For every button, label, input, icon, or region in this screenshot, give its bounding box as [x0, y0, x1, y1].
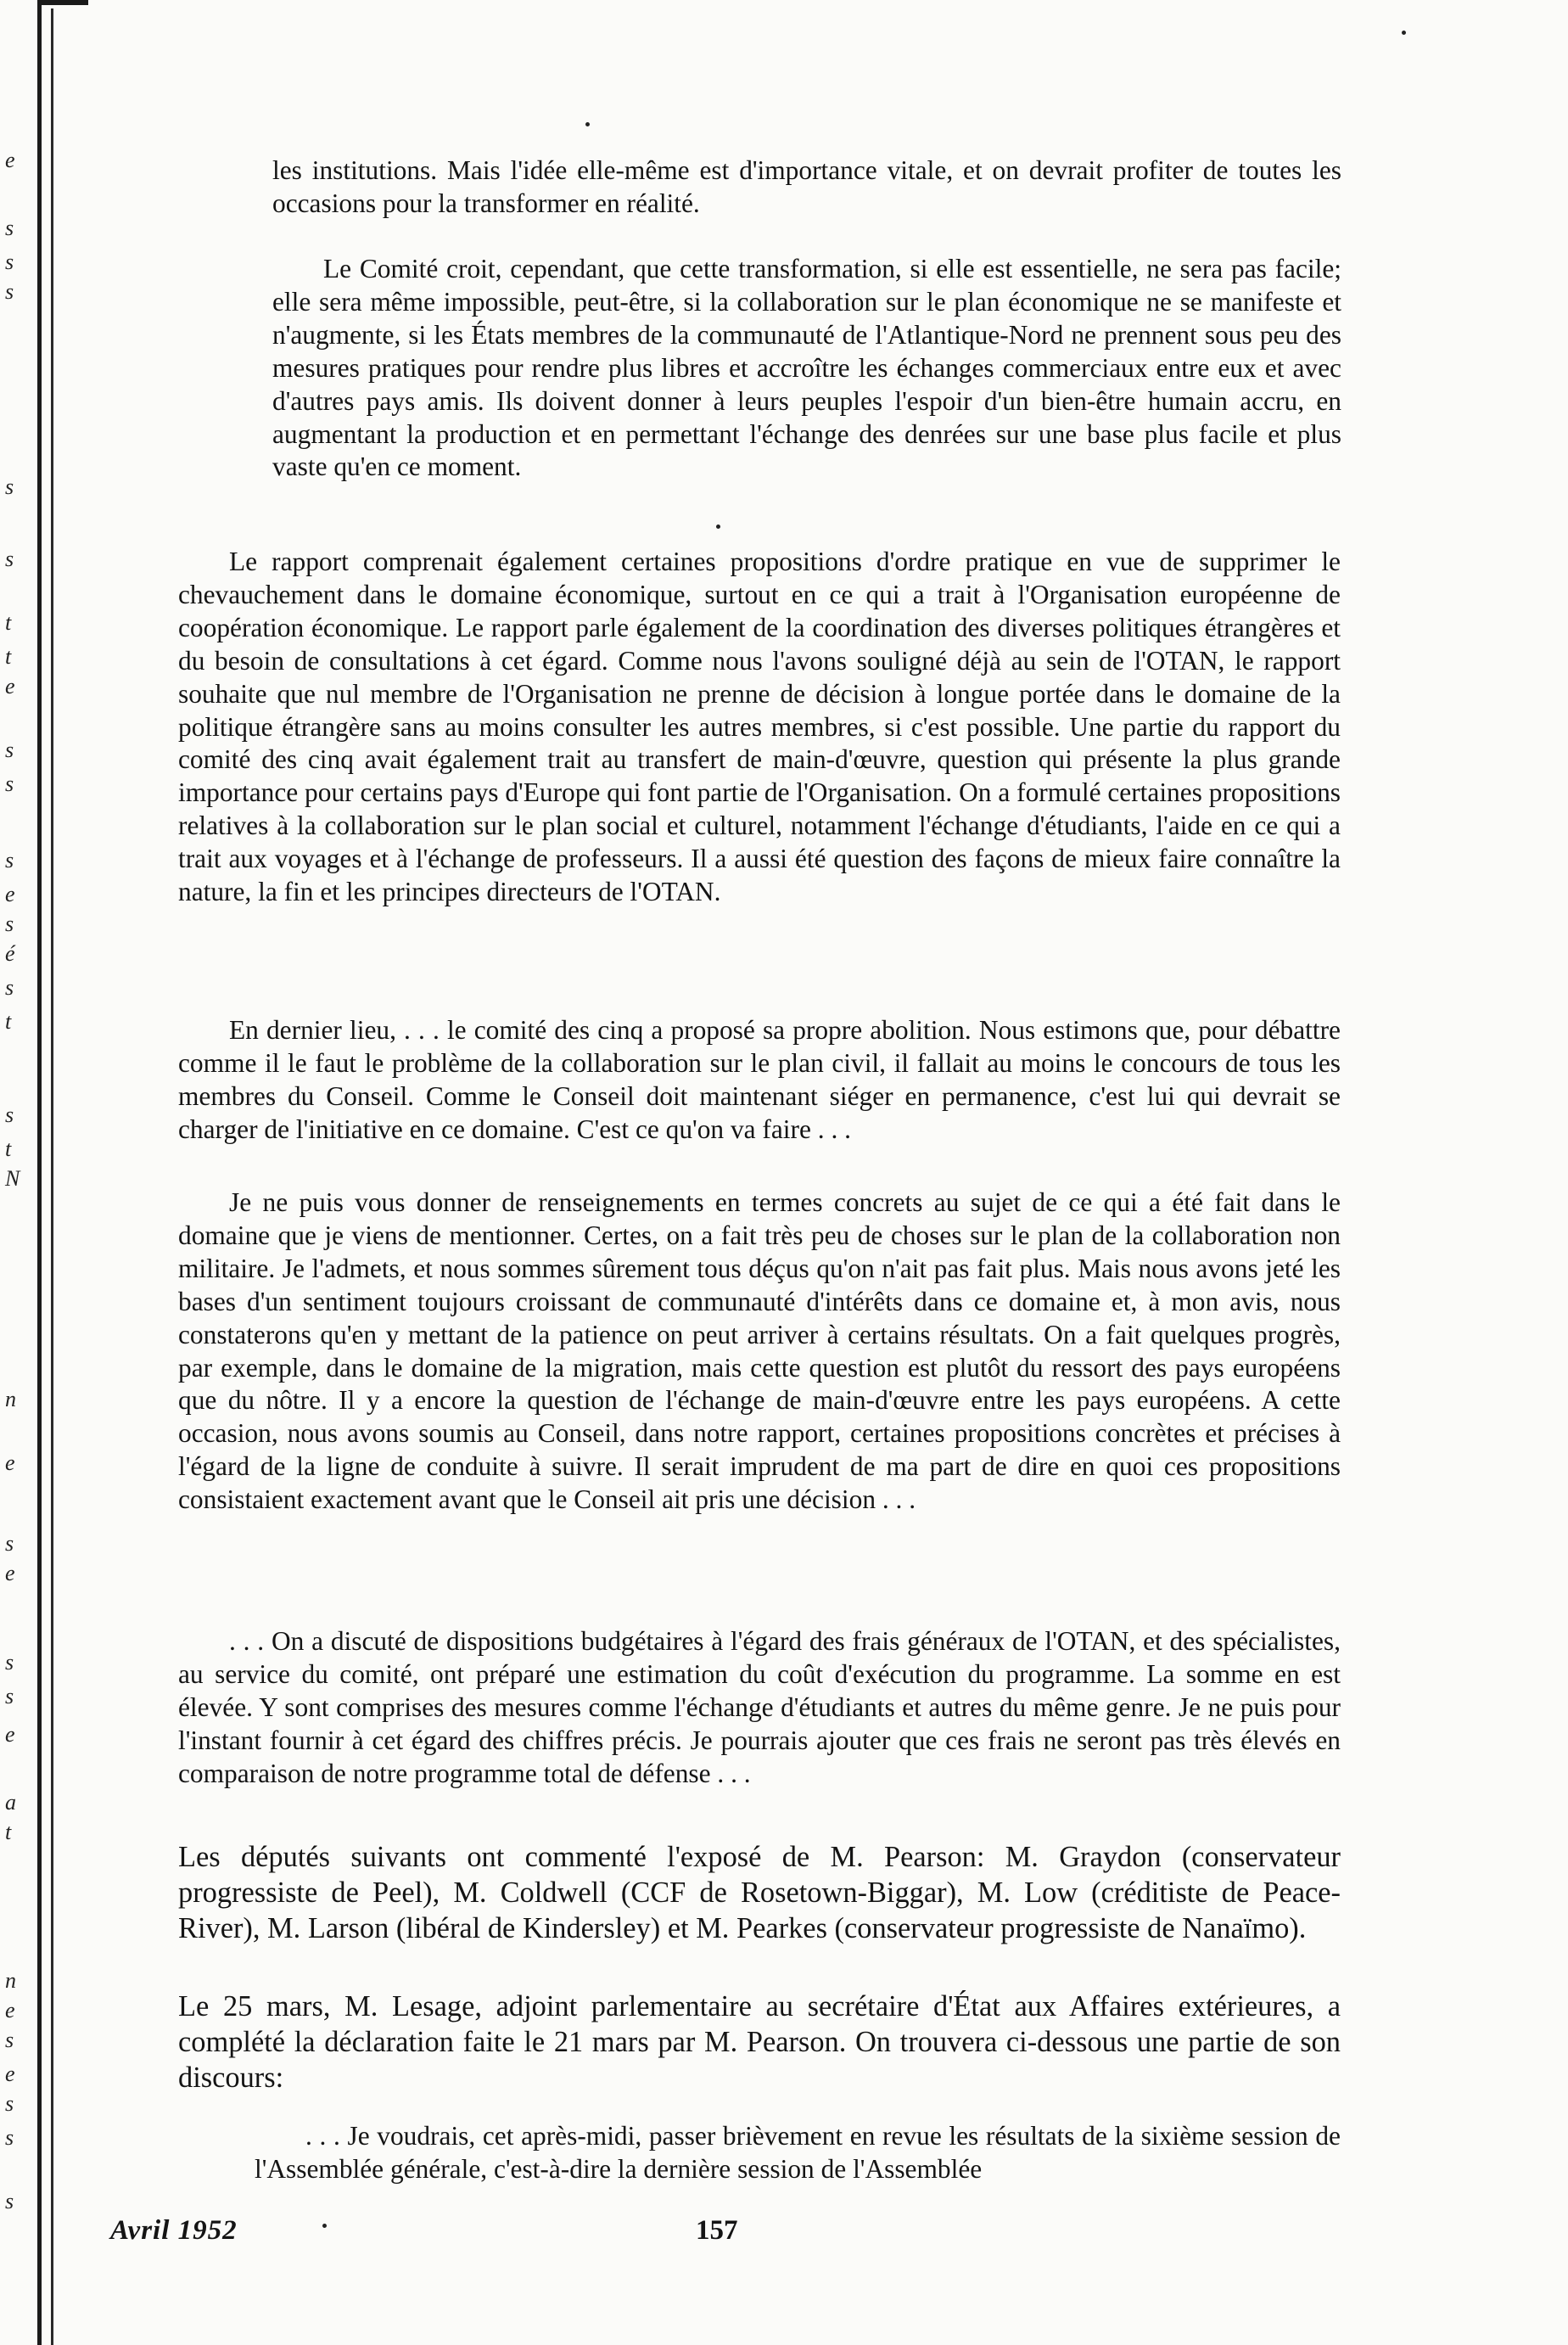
speech-quote-block [178, 546, 1341, 909]
margin-fragment: e [5, 674, 15, 698]
paragraph: . . . Je voudrais, cet après-midi, passer brièvement en revue les résultats de la sixième session de l'Assemblée générale, c'est-à-dire la dernière session de l'Assemblée [255, 2121, 1341, 2184]
margin-fragment: s [5, 1684, 14, 1708]
margin-fragment: s [5, 547, 14, 571]
paragraph: Les députés suivants ont commenté l'exposé de M. Pearson: M. Graydon (conservateur progressiste de Peel), M. Coldwell (CCF de Rosetown-Biggar), M. Low (créditiste de Peace-River), M. Larson (libéral de Kindersley) et M. Pearkes (conservateur progressiste de Nanaïmo). [178, 1841, 1341, 1944]
margin-fragment: é [5, 941, 15, 966]
margin-fragment: s [5, 1531, 14, 1556]
quoted-report-block [272, 154, 1341, 221]
speech-quote-block [178, 1014, 1341, 1147]
binding-edge-top [37, 0, 88, 5]
issue-date: Avril 1952 [110, 2215, 238, 2246]
paragraph: Le 25 mars, M. Lesage, adjoint parlementaire au secrétaire d'État aux Affaires extérieures, a complété la déclaration faite le 21 mars par M. Pearson. On trouvera ci-dessous une partie de son discours: [178, 1990, 1341, 2094]
margin-fragment: n [5, 1387, 16, 1411]
margin-fragment: a [5, 1790, 16, 1815]
speech-quote-block [178, 1187, 1341, 1517]
margin-fragment: s [5, 1102, 14, 1127]
paragraph: . . . On a discuté de dispositions budgétaires à l'égard des frais généraux de l'OTAN, et des spécialistes, au service du comité, ont préparé une estimation du coût d'exécution du programme. La somme en est élevée. Y sont comprises des mesures comme l'échange d'étudiants et autres du même genre. Je ne puis pour l'instant fournir à cet égard des chiffres précis. Je pourrais ajouter que ces frais ne seront pas très élevés en comparaison de notre programme total de défense . . . [178, 1626, 1341, 1788]
binding-edge-line-inner [51, 8, 53, 2345]
margin-fragment: e [5, 2062, 15, 2086]
margin-fragment: s [5, 738, 14, 762]
paragraph: Le Comité croit, cependant, que cette transformation, si elle est essentielle, ne sera pas facile; elle sera même impossible, peut-être, si la collaboration sur le plan économique ne se manifeste et n'augmente, si les États membres de la communauté de l'Atlantique-Nord ne prennent sous peu des mesures pratiques pour rendre plus libres et accroître les échanges commerciaux entre eux et avec d'autres pays amis. Ils doivent donner à leurs peuples l'espoir d'un bien-être humain accru, en augmentant la production et en permettant l'échange des denrées sur une base plus facile et plus vaste qu'en ce moment. [272, 254, 1341, 482]
margin-fragment: s [5, 2028, 14, 2052]
speech-quote-block [255, 2120, 1341, 2186]
margin-fragment: s [5, 474, 14, 499]
margin-fragment: e [5, 1561, 15, 1585]
margin-fragment: s [5, 250, 14, 274]
margin-fragment: e [5, 882, 15, 906]
margin-fragment: s [5, 2189, 14, 2213]
quoted-report-block [272, 253, 1341, 484]
margin-fragment: e [5, 148, 15, 172]
body-text-block [178, 1840, 1341, 1946]
paragraph: Le rapport comprenait également certaines propositions d'ordre pratique en vue de supprimer le chevauchement dans le domaine économique, surtout en ce qui a trait à l'Organisation européenne de coopération économique. Le rapport parle également de la coordination des diverses politiques étrangères et du besoin de consultations à cet égard. Comme nous l'avons souligné déjà au sein de l'OTAN, le rapport souhaite que nul membre de l'Organisation ne prenne de décision à longue portée dans le domaine de la politique étrangère sans au moins consulter les autres membres, si c'est possible. Une partie du rapport du comité des cinq avait également trait au transfert de main-d'œuvre, question qui présente la plus grande importance pour certains pays d'Europe qui font partie de l'Organisation. On a formulé certaines propositions relatives à la collaboration sur le plan social et culturel, notamment l'échange d'étudiants, l'aide en ce qui a trait aux voyages et à l'échange de professeurs. Il a aussi été question des façons de mieux faire connaître la nature, la fin et les principes directeurs de l'OTAN. [178, 547, 1341, 907]
scan-speck [716, 525, 720, 529]
margin-fragment: s [5, 2125, 14, 2150]
binding-edge-line [37, 0, 42, 2345]
margin-fragment: s [5, 279, 14, 304]
scan-speck [1402, 31, 1406, 35]
margin-fragment: s [5, 1650, 14, 1675]
paragraph: Je ne puis vous donner de renseignements en termes concrets au sujet de ce qui a été fait dans le domaine que je viens de mentionner. Certes, on a fait très peu de choses sur le plan de la collaboration non militaire. Je l'admets, et nous sommes sûrement tous déçus qu'on n'ait pas fait plus. Mais nous avons jeté les bases d'un sentiment toujours croissant de communauté d'intérêts dans ce domaine et, à mon avis, nous constaterons qu'en y mettant de la patience on peut arriver à certains résultats. On a fait quelques progrès, par exemple, dans le domaine de la migration, mais cette question est plutôt du ressort des pays européens que du nôtre. Il y a encore la question de l'échange de main-d'œuvre entre les pays européens. A cette occasion, nous avons soumis au Conseil, dans notre rapport, certaines propositions concrètes et précises à l'égard de la ligne de conduite à suivre. Il serait imprudent de ma part de dire en quoi ces propositions consistaient exactement avant que le Conseil ait pris une décision . . . [178, 1187, 1341, 1515]
margin-fragment: N [5, 1166, 20, 1191]
margin-fragment: s [5, 2091, 14, 2116]
margin-fragment: s [5, 216, 14, 240]
paragraph: En dernier lieu, . . . le comité des cinq a proposé sa propre abolition. Nous estimons que, pour débattre comme il le faut le problème de la collaboration sur le plan civil, il fallait au moins le concours de tous les membres du Conseil. Comme le Conseil doit maintenant siéger en permanence, c'est lui qui devrait se charger de l'initiative en ce domaine. C'est ce qu'on va faire . . . [178, 1015, 1341, 1144]
margin-fragment: e [5, 1450, 15, 1475]
margin-fragment: e [5, 1998, 15, 2022]
scan-speck [322, 2224, 327, 2228]
margin-fragment: t [5, 1820, 12, 1844]
scan-speck [585, 122, 590, 126]
margin-fragment: s [5, 848, 14, 872]
body-text-block [178, 1989, 1341, 2095]
speech-quote-block [178, 1625, 1341, 1791]
margin-fragment: s [5, 975, 14, 1000]
margin-fragment: n [5, 1968, 16, 1993]
margin-fragment: s [5, 912, 14, 936]
page-number: 157 [696, 2215, 738, 2246]
margin-fragment: e [5, 1722, 15, 1747]
paragraph: les institutions. Mais l'idée elle-même est d'importance vitale, et on devrait profiter de toutes les occasions pour la transformer en réalité. [272, 155, 1341, 218]
margin-fragment: t [5, 610, 12, 635]
margin-fragment: t [5, 1009, 12, 1034]
margin-fragment: s [5, 771, 14, 796]
margin-fragment: t [5, 1136, 12, 1161]
margin-fragment: t [5, 644, 12, 669]
